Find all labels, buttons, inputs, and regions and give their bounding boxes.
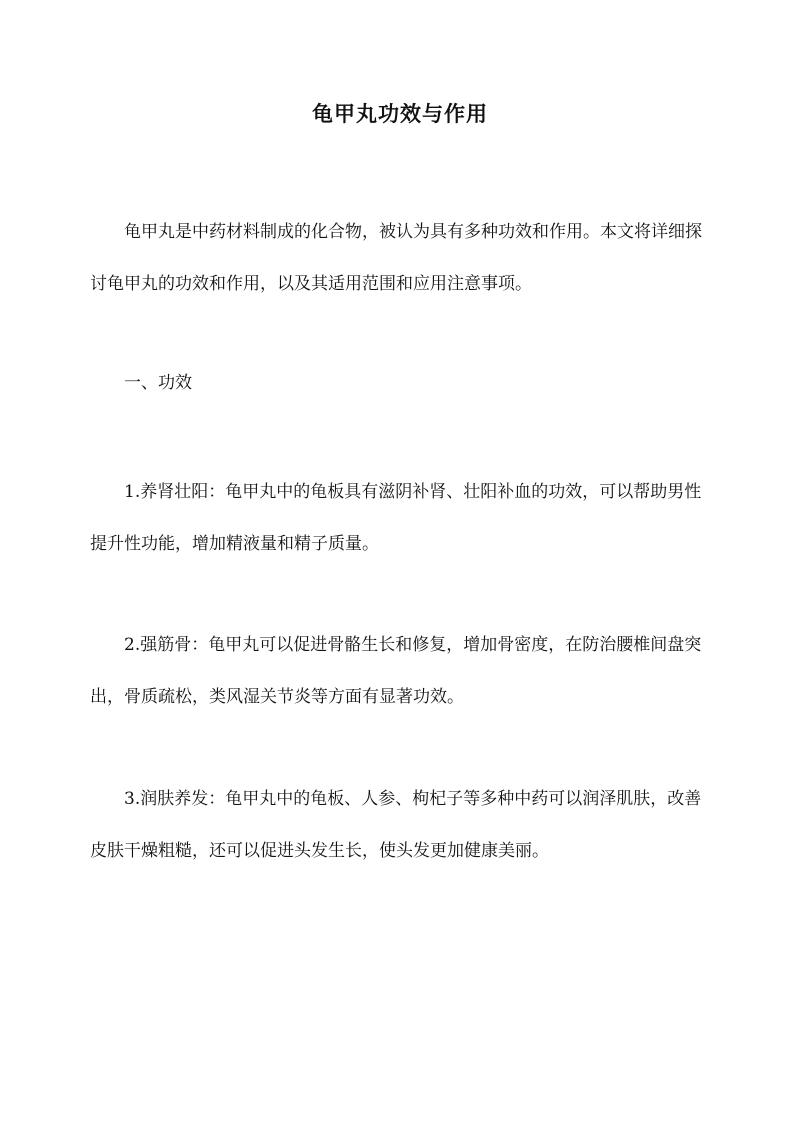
list-item: 2.强筋骨：龟甲丸可以促进骨骼生长和修复，增加骨密度，在防治腰椎间盘突出，骨质疏松，类风湿关节炎等方面有显著功效。 <box>90 635 702 707</box>
section-heading: 一、功效 <box>124 373 192 393</box>
intro-paragraph: 龟甲丸是中药材料制成的化合物，被认为具有多种功效和作用。本文将详细探讨龟甲丸的功效和作用，以及其适用范围和应用注意事项。 <box>90 222 702 294</box>
list-item: 1.养肾壮阳：龟甲丸中的龟板具有滋阴补肾、壮阳补血的功效，可以帮助男性提升性功能，增加精液量和精子质量。 <box>90 482 702 554</box>
document-title: 龟甲丸功效与作用 <box>312 101 488 126</box>
list-item: 3.润肤养发：龟甲丸中的龟板、人参、枸杞子等多种中药可以润泽肌肤，改善皮肤干燥粗糙，还可以促进头发生长，使头发更加健康美丽。 <box>90 789 702 861</box>
